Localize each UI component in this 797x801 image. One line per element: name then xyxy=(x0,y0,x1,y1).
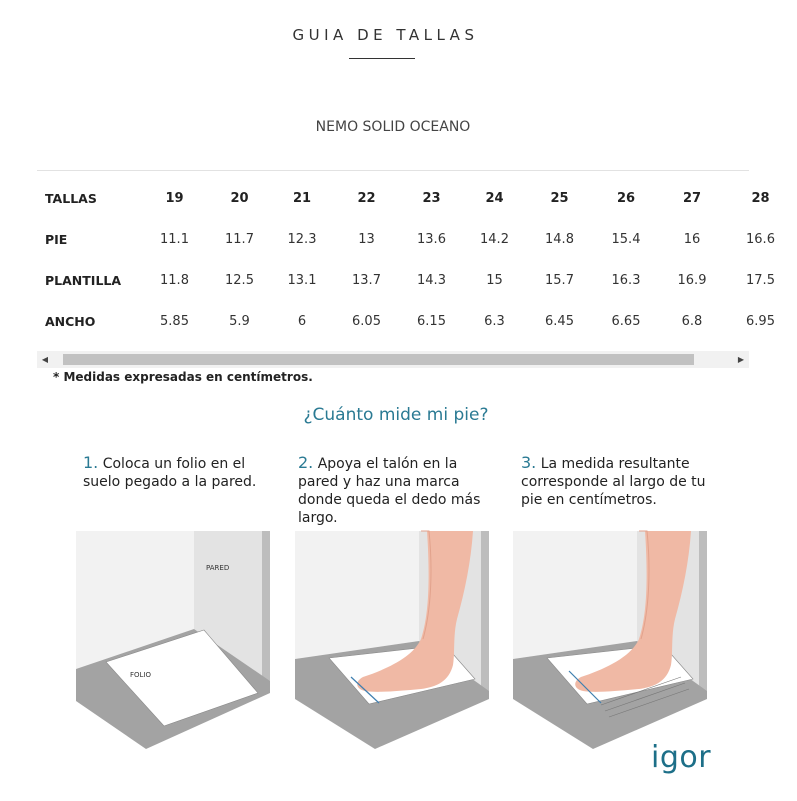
table-cell: 13.1 xyxy=(287,273,317,288)
step-text: La medida resultante corresponde al largo de tu pie en centímetros. xyxy=(521,456,706,508)
table-cell: 6 xyxy=(297,314,307,329)
step-1 xyxy=(83,454,283,491)
header-cell: 26 xyxy=(616,191,636,206)
header-cell: 21 xyxy=(292,191,312,206)
table-cell: 12.5 xyxy=(225,273,254,288)
row-label: PLANTILLA xyxy=(45,273,122,288)
table-cell: 15 xyxy=(486,273,503,288)
step-number: 3. xyxy=(521,453,537,472)
table-cell: 15.4 xyxy=(611,232,641,247)
table-cell: 5.85 xyxy=(160,314,189,329)
row-label: PIE xyxy=(45,232,68,247)
table-cell: 12.3 xyxy=(287,232,317,247)
table-cell: 16.3 xyxy=(611,273,641,288)
table-cell: 11.1 xyxy=(160,232,189,247)
table-cell: 13.6 xyxy=(417,232,446,247)
table-cell: 13 xyxy=(358,232,375,247)
scroll-left-arrow-icon[interactable]: ◀ xyxy=(41,355,49,364)
measurement-note: * Medidas expresadas en centímetros. xyxy=(53,370,313,384)
step-2 xyxy=(298,454,498,527)
header-cell: 28 xyxy=(751,191,770,206)
sheet-label: FOLIO xyxy=(130,671,152,679)
horizontal-scrollbar[interactable] xyxy=(37,351,749,368)
scrollbar-thumb[interactable] xyxy=(63,354,694,365)
table-cell: 14.3 xyxy=(417,273,446,288)
table-cell: 6.45 xyxy=(545,314,574,329)
header-cell: 24 xyxy=(485,191,504,206)
title-underline xyxy=(349,58,415,59)
table-cell: 6.95 xyxy=(746,314,775,329)
header-cell: 23 xyxy=(422,191,441,206)
table-cell: 6.15 xyxy=(417,314,446,329)
table-header-row xyxy=(37,178,797,219)
header-cell: 22 xyxy=(357,191,376,206)
page-title: GUIA DE TALLAS xyxy=(292,26,479,44)
table-cell: 5.9 xyxy=(229,314,250,329)
table-cell: 16.6 xyxy=(746,232,775,247)
table-row xyxy=(37,301,797,342)
size-table-scroll-area[interactable] xyxy=(37,178,775,348)
guide-heading: ¿Cuánto mide mi pie? xyxy=(303,405,489,425)
illustration-measurement xyxy=(513,531,707,749)
illustration-sheet-on-floor xyxy=(76,531,270,749)
table-cell: 16 xyxy=(683,232,701,247)
table-cell: 15.7 xyxy=(545,273,574,288)
header-cell: 25 xyxy=(550,191,569,206)
table-cell: 6.65 xyxy=(611,314,641,329)
step-3 xyxy=(521,454,711,509)
step-number: 1. xyxy=(83,453,99,472)
wall-label: PARED xyxy=(206,564,230,572)
igor-logo: igor xyxy=(651,740,712,775)
size-table xyxy=(37,178,797,342)
table-cell: 14.2 xyxy=(480,232,509,247)
table-cell: 17.5 xyxy=(746,273,775,288)
table-cell: 6.8 xyxy=(681,314,703,329)
table-row xyxy=(37,219,797,260)
table-cell: 6.3 xyxy=(484,314,505,329)
table-cell: 6.05 xyxy=(352,314,381,329)
header-cell: 19 xyxy=(165,191,184,206)
step-text: Apoya el talón en la pared y haz una marca donde queda el dedo más largo. xyxy=(298,456,481,526)
table-row xyxy=(37,260,797,301)
table-cell: 11.8 xyxy=(160,273,189,288)
row-label: ANCHO xyxy=(45,314,96,329)
illustration-foot-marking xyxy=(295,531,489,749)
step-number: 2. xyxy=(298,453,314,472)
scroll-right-arrow-icon[interactable]: ▶ xyxy=(737,355,745,364)
step-text: Coloca un folio en el suelo pegado a la pared. xyxy=(83,456,257,490)
header-cell: TALLAS xyxy=(45,191,97,206)
table-cell: 13.7 xyxy=(352,273,381,288)
product-name: NEMO SOLID OCEANO xyxy=(315,119,471,135)
table-cell: 14.8 xyxy=(545,232,574,247)
table-cell: 16.9 xyxy=(677,273,707,288)
header-cell: 20 xyxy=(230,191,249,206)
header-cell: 27 xyxy=(682,191,702,206)
table-top-divider xyxy=(37,170,749,171)
table-cell: 11.7 xyxy=(225,232,254,247)
